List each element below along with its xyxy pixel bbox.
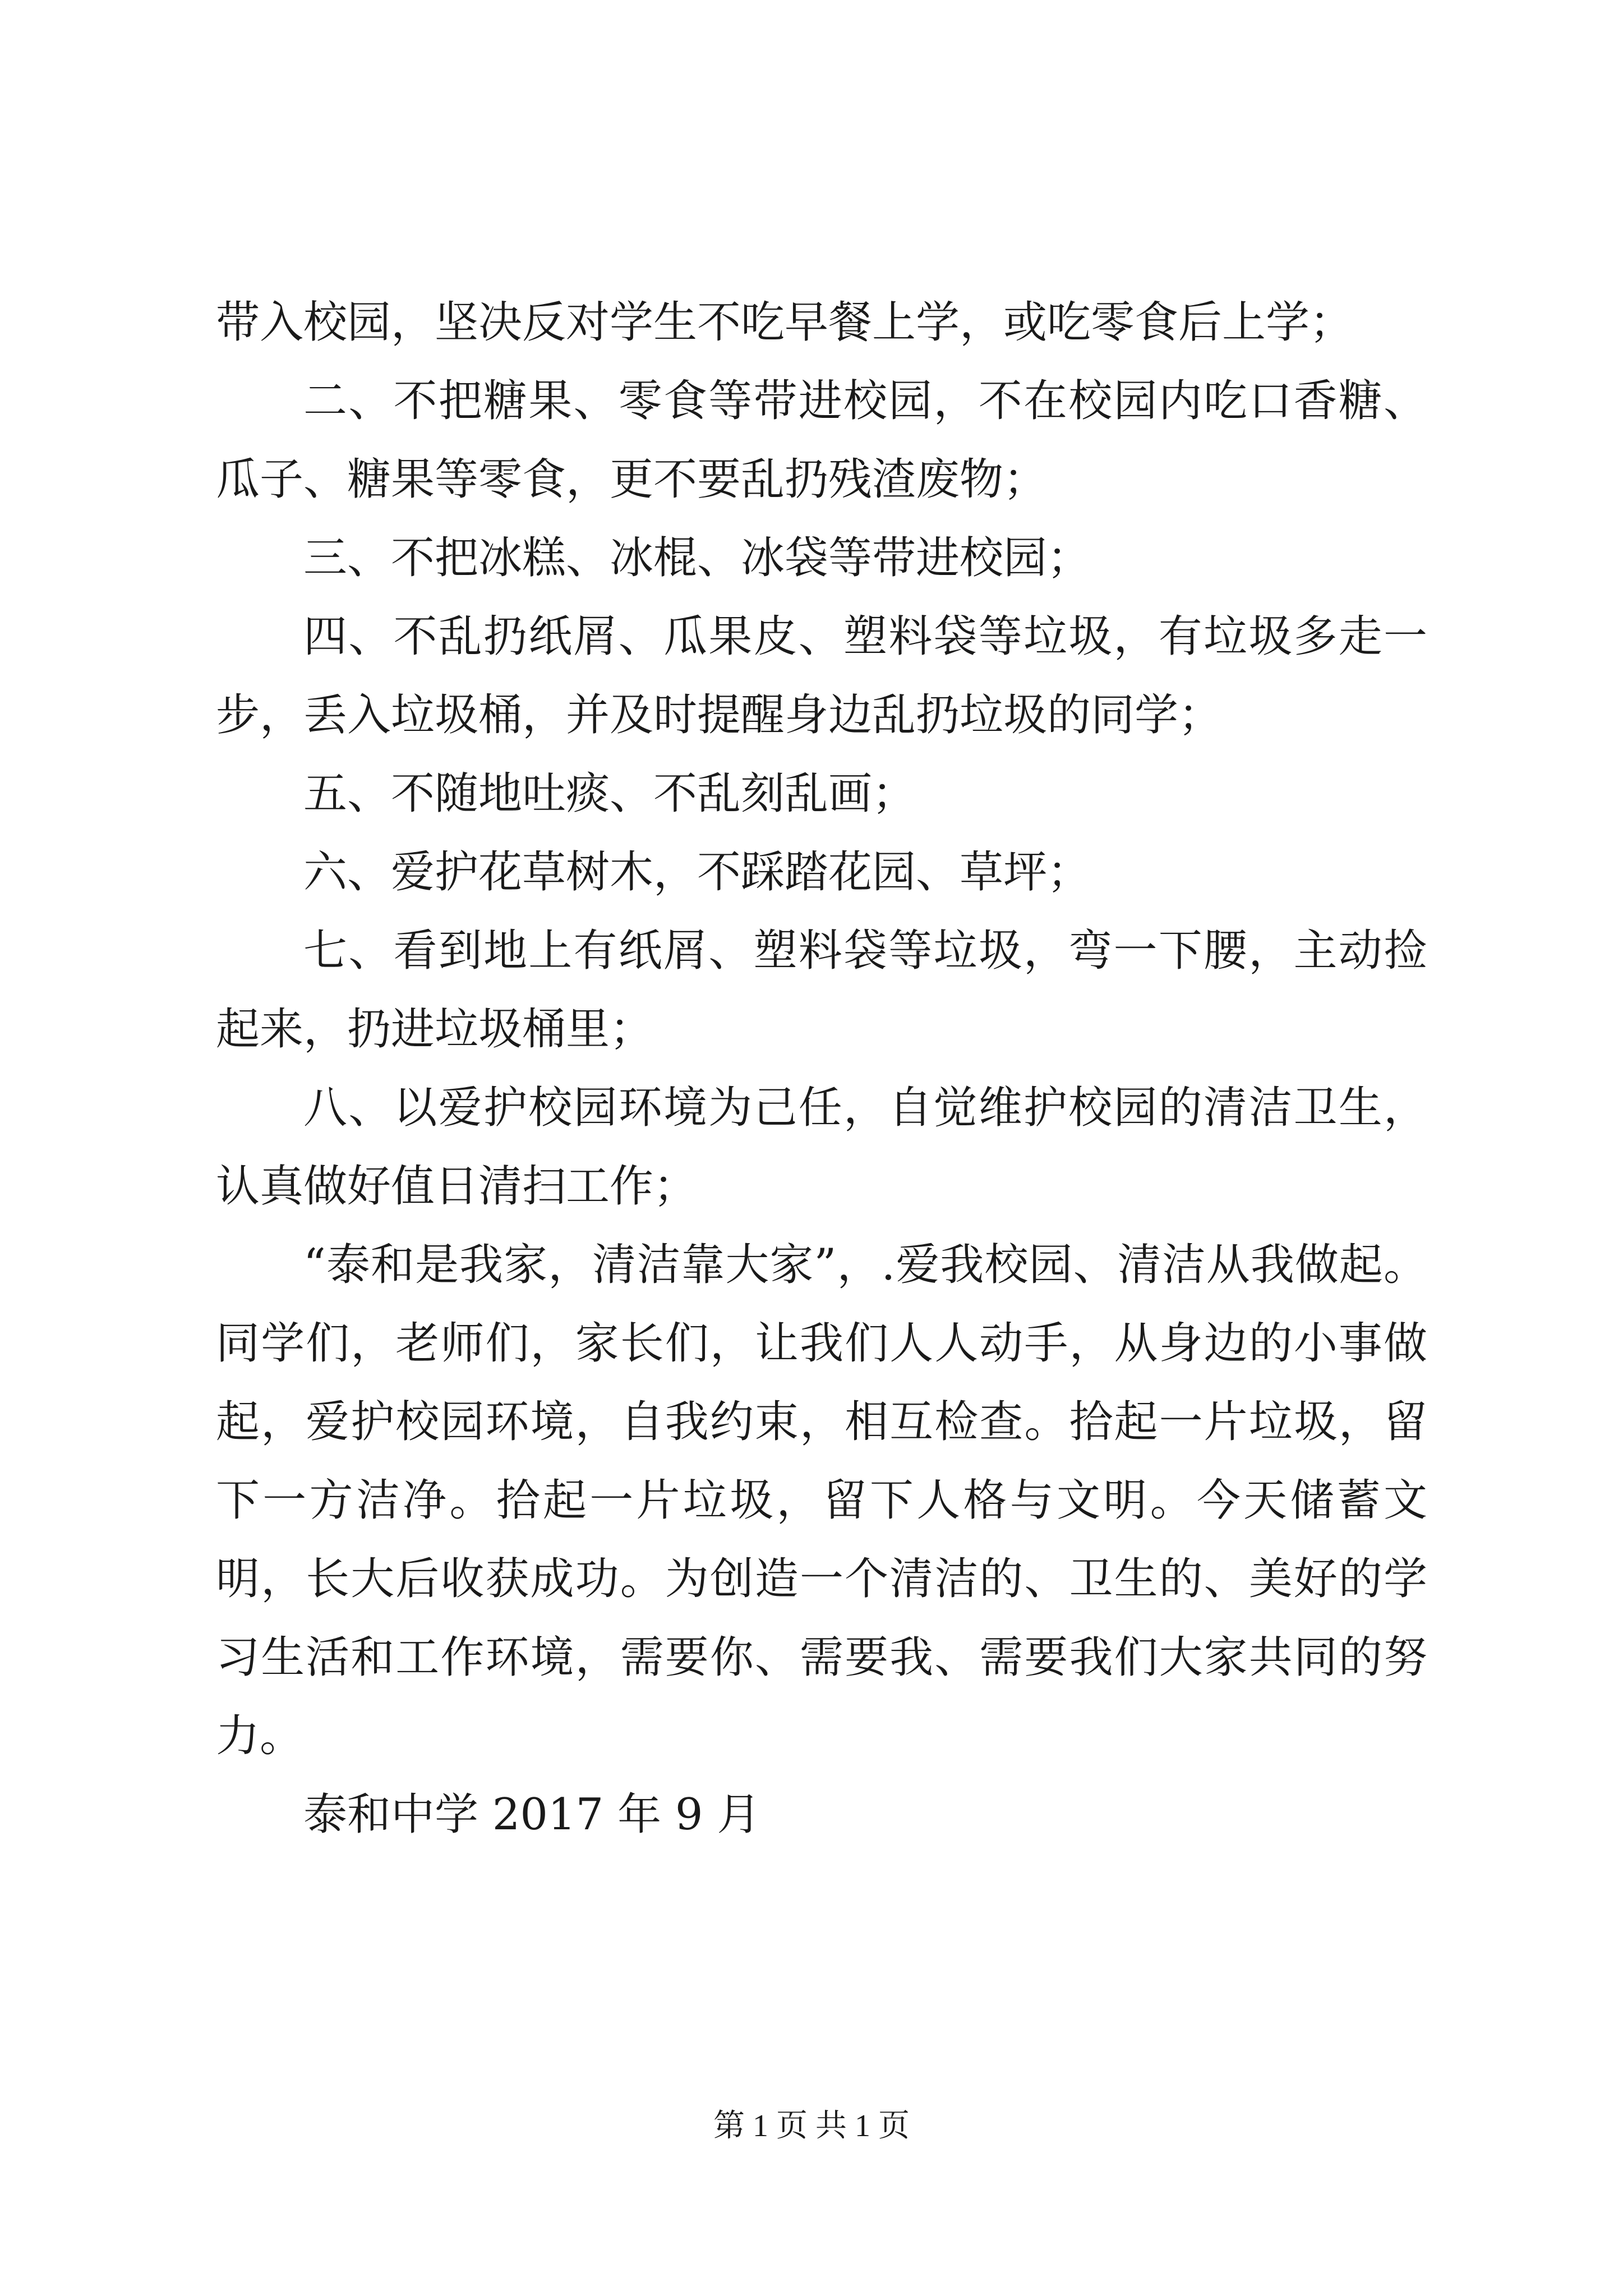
paragraph-item-2: 二、不把糖果、零食等带进校园，不在校园内吃口香糖、瓜子、糖果等零食，更不要乱扔残渣废物； <box>216 376 1427 505</box>
paragraph-item-6: 六、爱护花草树木，不踩踏花园、草坪； <box>303 847 1091 898</box>
paragraph-item-4: 四、不乱扔纸屑、瓜果皮、塑料袋等垃圾，有垃圾多走一步，丢入垃圾桶，并及时提醒身边乱扔垃圾的同学； <box>216 611 1427 740</box>
paragraph-item-5: 五、不随地吐痰、不乱刻乱画； <box>303 769 916 819</box>
page-footer: 第 1 页 共 1 页 <box>713 2109 910 2143</box>
paragraph-continuation: 带入校园，坚决反对学生不吃早餐上学，或吃零食后上学； <box>216 297 1354 348</box>
document-body <box>216 283 1427 1854</box>
paragraph-item-8: 八、以爱护校园环境为己任，自觉维护校园的清洁卫生，认真做好值日清扫工作； <box>216 1083 1427 1212</box>
signature-line: 泰和中学 2017 年 9 月 <box>303 1789 761 1840</box>
paragraph-closing: “泰和是我家，清洁靠大家”，.爱我校园、清洁从我做起。同学们，老师们，家长们，让我们人人动手，从身边的小事做起，爱护校园环境，自我约束，相互检查。拾起一片垃圾，留下一方洁净。拾起一片垃圾，留下人格与文明。今天储蓄文明，长大后收获成功。为创造一个清洁的、卫生的、美好的学习生活和工作环境，需要你、需要我、需要我们大家共同的努力。 <box>216 1240 1427 1761</box>
paragraph-item-7: 七、看到地上有纸屑、塑料袋等垃圾，弯一下腰，主动捡起来，扔进垃圾桶里； <box>216 926 1427 1055</box>
paragraph-item-3: 三、不把冰糕、冰棍、冰袋等带进校园； <box>303 533 1091 583</box>
